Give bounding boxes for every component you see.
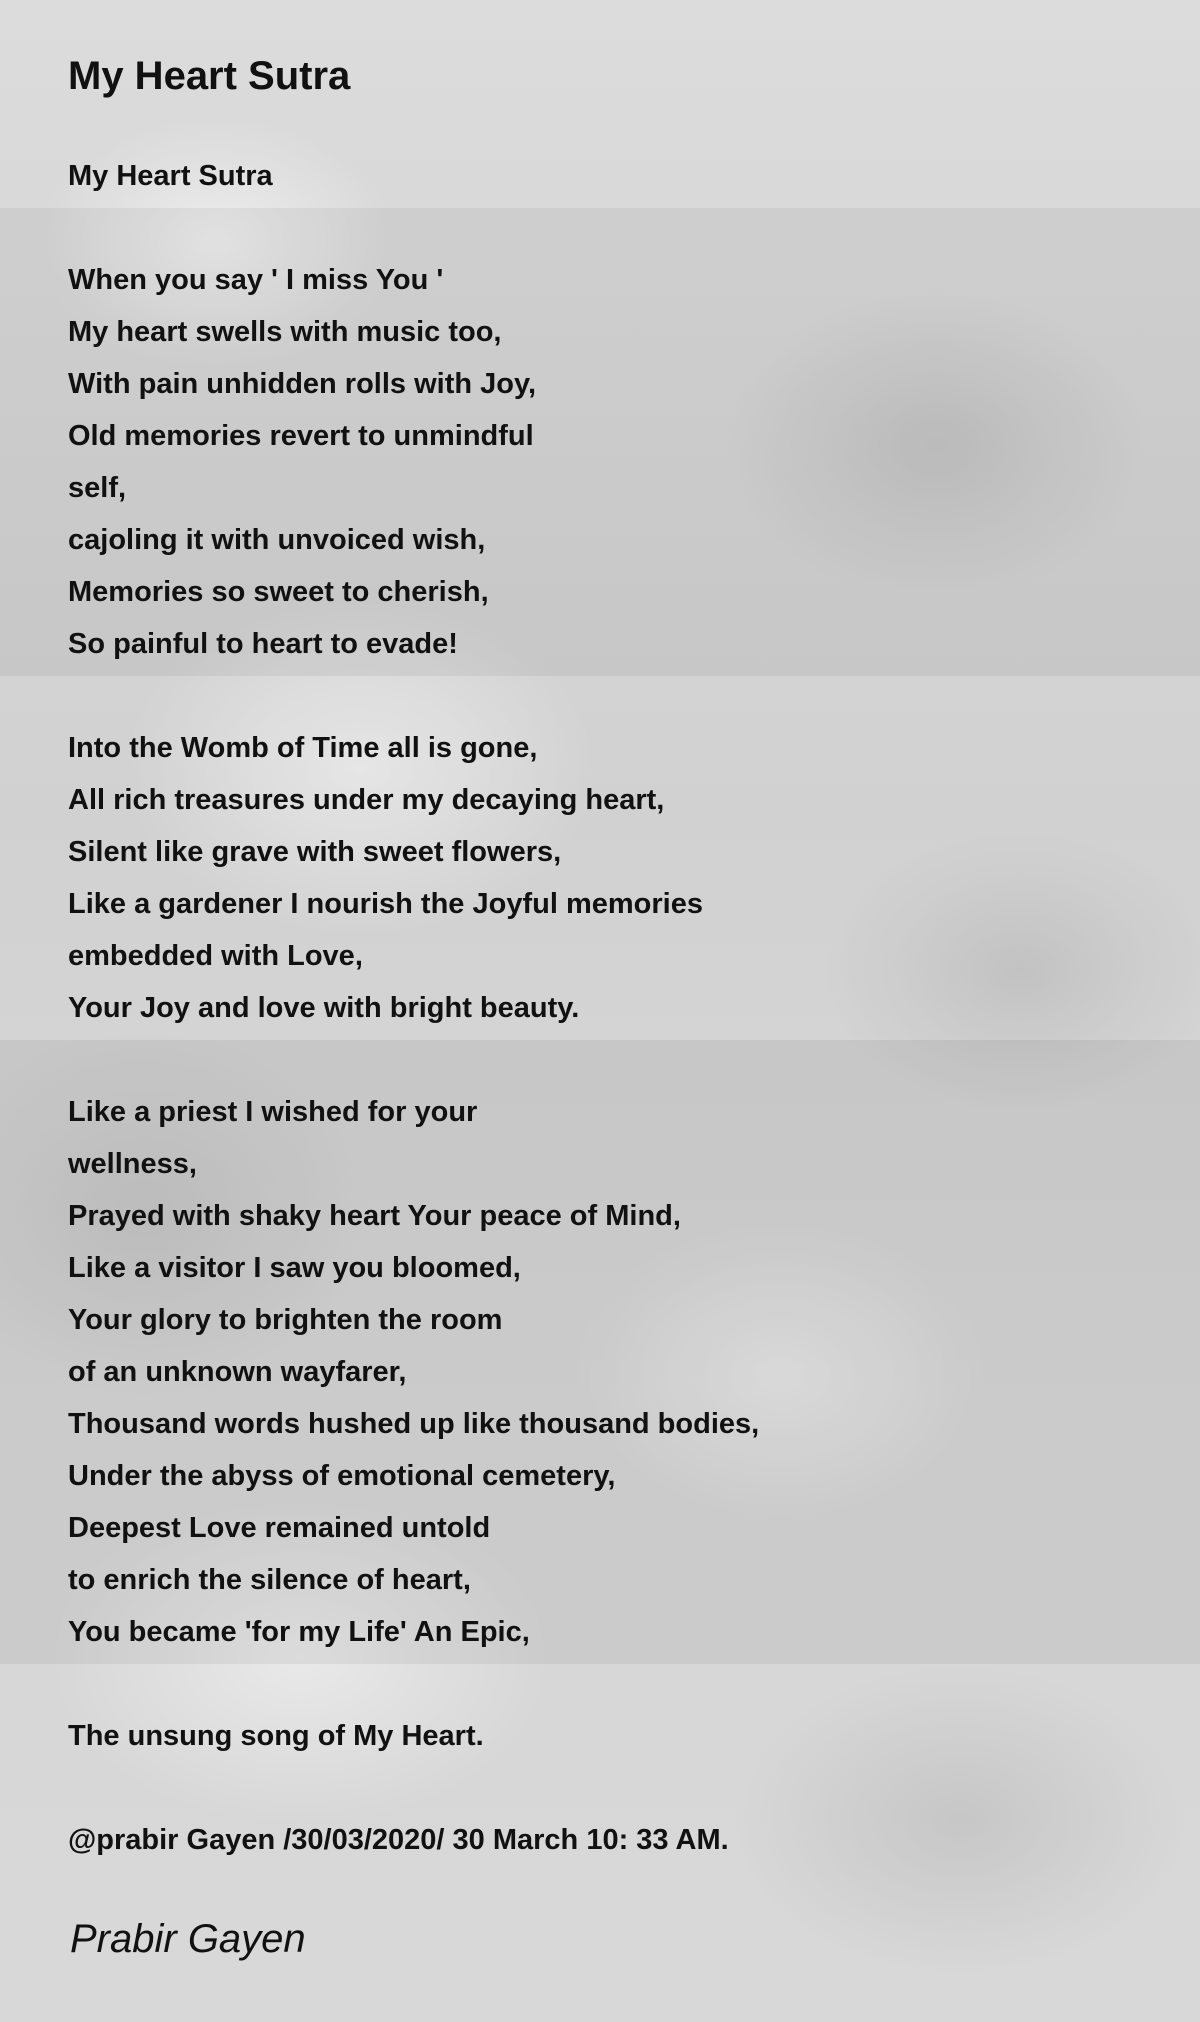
poem-line: to enrich the silence of heart, <box>68 1564 471 1596</box>
poem-line: My heart swells with music too, <box>68 316 502 348</box>
poem-line: Thousand words hushed up like thousand bodies, <box>68 1408 760 1440</box>
poem-line: cajoling it with unvoiced wish, <box>68 524 486 556</box>
poem-line: self, <box>68 472 127 504</box>
poem-line: So painful to heart to evade! <box>68 628 458 660</box>
author-name: Prabir Gayen <box>70 1917 306 1961</box>
poem-line: The unsung song of My Heart. <box>68 1720 484 1752</box>
poem-line: embedded with Love, <box>68 940 363 972</box>
poem-line: You became 'for my Life' An Epic, <box>68 1616 530 1648</box>
page-title: My Heart Sutra <box>68 54 351 98</box>
poem-line: Your glory to brighten the room <box>68 1304 503 1336</box>
poem-line: When you say ' I miss You ' <box>68 264 444 296</box>
poem-line: Deepest Love remained untold <box>68 1512 491 1544</box>
poem-stanza <box>68 150 759 202</box>
poem-stanza <box>68 722 759 1034</box>
poem-line: Into the Womb of Time all is gone, <box>68 732 538 764</box>
poem-stanza <box>68 1086 759 1658</box>
poem-line: All rich treasures under my decaying heart, <box>68 784 665 816</box>
poem-line: Under the abyss of emotional cemetery, <box>68 1460 616 1492</box>
poem-line: Memories so sweet to cherish, <box>68 576 489 608</box>
poem-stanza <box>68 1710 759 1762</box>
poem-line: of an unknown wayfarer, <box>68 1356 407 1388</box>
poem-line: Like a priest I wished for your <box>68 1096 478 1128</box>
poem-stanza <box>68 1814 759 1866</box>
poem-line: Silent like grave with sweet flowers, <box>68 836 562 868</box>
poem-line: Old memories revert to unmindful <box>68 420 534 452</box>
poem-line: wellness, <box>68 1148 197 1180</box>
poem-line: Your Joy and love with bright beauty. <box>68 992 580 1024</box>
poem-stanza <box>68 254 759 670</box>
poem-line: Prayed with shaky heart Your peace of Mind, <box>68 1200 681 1232</box>
poem-line: My Heart Sutra <box>68 160 273 192</box>
poem-line: With pain unhidden rolls with Joy, <box>68 368 537 400</box>
poem-line: Like a visitor I saw you bloomed, <box>68 1252 521 1284</box>
poem-line: Like a gardener I nourish the Joyful memories <box>68 888 703 920</box>
poem-line: @prabir Gayen /30/03/2020/ 30 March 10: 33 AM. <box>68 1824 729 1856</box>
poem-body <box>68 150 759 1866</box>
